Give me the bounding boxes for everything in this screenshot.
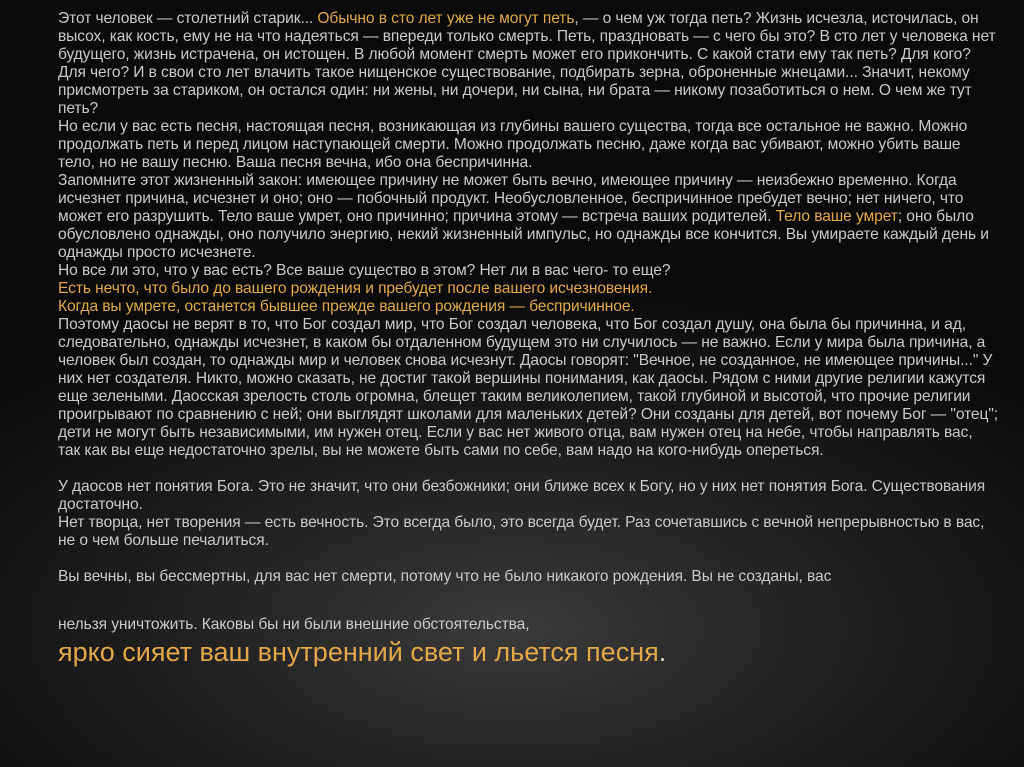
final-dot: . [658,637,667,667]
final-statement [58,636,998,668]
text: Запомните этот жизненный закон: имеющее причину не может быть вечно, имеющее причину — неизбежно временно. Когда исчезнет причина, исчезнет и оно; оно — побочный продукт. Необусловленное, беспричинное пребудет вечно; нет ничего, что может его разрушить. Тело ваше умрет, оно причинно; причина этому — встреча ваших родителей. [58,172,964,225]
paragraph-song: Но если у вас есть песня, настоящая песня, возникающая из глубины вашего существа, тогда все остальное не важно. Можно продолжать петь и перед лицом наступающей смерти. Можно продолжать песню, даже когда вас убивают, можно убить ваше тело, но не вашу песню. Ваша песня вечна, ибо она беспричинна. [58,118,968,171]
paragraph-law [58,172,998,262]
spacer [58,550,998,568]
highlight-text: Тело ваше умрет [775,208,898,225]
paragraph-no-god: У даосов нет понятия Бога. Это не значит, что они безбожники; они ближе всех к Богу, но у них нет понятия Бога. Существования достаточно. [58,478,986,513]
paragraph-immortal: Вы вечны, вы бессмертны, для вас нет смерти, потому что не было никакого рождения. Вы не созданы, вас [58,568,832,585]
text: ; оно было обусловлено однажды, оно получило энергию, некий жизненный импульс, но однажды все кончится. Вы умираете каждый день и однажды просто исчезнете. [58,208,989,261]
paragraph-taoists: Поэтому даосы не верят в то, что Бог создал мир, что Бог создал человека, что Бог создал душу, она была бы причинна, и ад, следовательно, однажды исчезнет, в каком бы отдаленном будущем это ни случилось — не важно. Если у мира была причина, а человек был создан, то однажды мир и человек снова исчезнут. Даосы говорят: "Вечное, не созданное, не имеющее причины..." У них нет создателя. Никто, можно сказать, не достиг такой вершины понимания, как даосы. Рядом с ними другие религии кажутся еще зелеными. Даосская зрелость столь огромна, блещет таким великолепием, такой глубиной и высотой, что прочие религии проигрывают по сравнению с ней; они выглядят школами для маленьких детей? Они созданы для детей, вот почему Бог — "отец"; дети не могут быть независимыми, им нужен отец. Если у вас нет живого отца, вам нужен отец на небе, чтобы направлять вас, так как вы еще недостаточно зрелы, вы не можете быть сами по себе, вам надо на кого-нибудь опереться. [58,316,999,459]
highlight-paragraph: Когда вы умрете, останется бывшее прежде вашего рождения — беспричинное. [58,298,635,315]
paragraph-circumstances: нельзя уничтожить. Каковы бы ни были внешние обстоятельства, [58,616,530,633]
text: Этот человек — столетний старик... [58,10,318,27]
spacer [58,586,998,616]
final-text: ярко сияет ваш внутренний свет и льется песня [58,637,659,667]
paragraph-old-man [58,10,998,118]
paragraph-question: Но все ли это, что у вас есть? Все ваше существо в этом? Нет ли в вас чего- то еще? [58,262,671,279]
text: , — о чем уж тогда петь? Жизнь исчезла, источилась, он высох, как кость, ему не на что надеяться — впереди только смерть. Петь, праздновать — с чего бы это? В сто лет у человека нет будущего, жизнь истрачена, он истощен. В любой момент смерть может его прикончить. С какой стати ему так петь? Для кого? Для чего? И в свои сто лет влачить такое нищенское существование, подбирать зерна, оброненные жнецами... Значит, некому присмотреть за стариком, он остался один: ни жены, ни дочери, ни сына, ни брата — никому позаботиться о нем. О чем же тут петь? [58,10,996,117]
paragraph-eternity: Нет творца, нет творения — есть вечность. Это всегда было, это всегда будет. Раз сочетавшись с вечной непрерывностью в вас, не о чем больше печалиться. [58,514,985,549]
slide-text [58,10,998,695]
highlight-paragraph: Есть нечто, что было до вашего рождения и пребудет после вашего исчезновения. [58,280,653,297]
highlight-text: Обычно в сто лет уже не могут петь [317,10,575,27]
spacer [58,460,998,478]
